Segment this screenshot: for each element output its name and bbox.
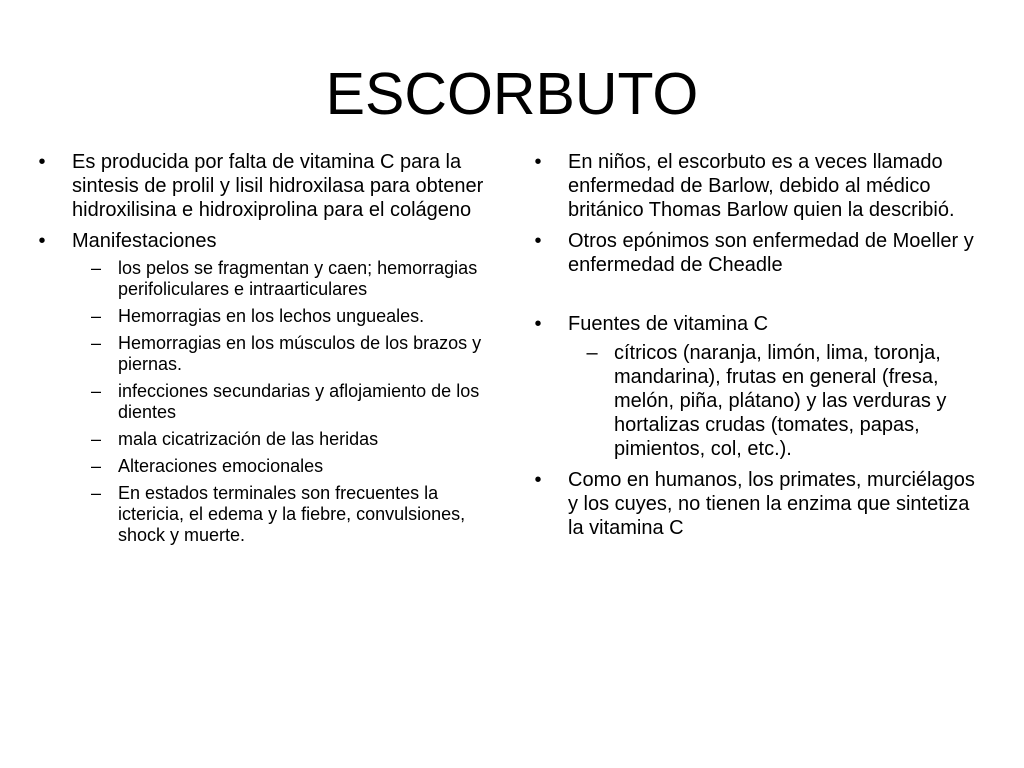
right-bullet-list-2 (528, 312, 988, 540)
bullet-text: Fuentes de vitamina C (568, 313, 769, 335)
bullet-item (528, 312, 988, 461)
dash-icon: – (90, 456, 101, 476)
bullet-icon: • (38, 230, 46, 252)
dash-icon: – (90, 429, 101, 449)
sub-bullet-text: los pelos se fragmentan y caen; hemorragias perifoliculares e intraarticulares (118, 258, 478, 299)
slide-title: ESCORBUTO (325, 61, 699, 127)
sub-bullet-item (72, 456, 502, 477)
sub-bullet-item (72, 483, 502, 546)
bullet-text: Otros epónimos son enfermedad de Moeller y enfermedad de Cheadle (568, 230, 974, 276)
sub-bullet-item (72, 258, 502, 300)
right-bullet-list (528, 150, 988, 277)
dash-icon: – (90, 258, 101, 278)
sub-bullet-list (568, 341, 988, 461)
sub-bullet-item (72, 333, 502, 375)
bullet-item (528, 468, 988, 540)
sub-bullet-item (72, 381, 502, 423)
bullet-item (528, 150, 988, 222)
sub-bullet-text: En estados terminales son frecuentes la ictericia, el edema y la fiebre, convulsiones, shock y muerte. (118, 483, 466, 545)
left-column (32, 150, 502, 553)
bullet-text: Manifestaciones (72, 230, 217, 252)
dash-icon: – (90, 333, 101, 353)
sub-bullet-text: cítricos (naranja, limón, lima, toronja, mandarina), frutas en general (fresa, melón, piña, plátano) y las verduras y hortalizas crudas (tomates, papas, pimientos, col, etc.). (614, 342, 947, 460)
dash-icon: – (586, 342, 598, 364)
sub-bullet-list (72, 258, 502, 546)
bullet-icon: • (38, 151, 46, 173)
sub-bullet-item (568, 341, 988, 461)
sub-bullet-text: infecciones secundarias y aflojamiento de los dientes (118, 381, 480, 422)
bullet-text: En niños, el escorbuto es a veces llamado enfermedad de Barlow, debido al médico británico Thomas Barlow quien la describió. (568, 151, 955, 221)
bullet-icon: • (534, 313, 542, 335)
left-bullet-list (32, 150, 502, 546)
right-column (528, 150, 988, 547)
sub-bullet-text: Hemorragias en los músculos de los brazos y piernas. (118, 333, 482, 374)
bullet-item (32, 150, 502, 222)
sub-bullet-text: Alteraciones emocionales (118, 456, 324, 476)
bullet-text: Como en humanos, los primates, murciélagos y los cuyes, no tienen la enzima que sintetiza la vitamina C (568, 469, 975, 539)
dash-icon: – (90, 483, 101, 503)
sub-bullet-text: Hemorragias en los lechos ungueales. (118, 306, 425, 326)
bullet-icon: • (534, 230, 542, 252)
bullet-icon: • (534, 151, 542, 173)
bullet-icon: • (534, 469, 542, 491)
sub-bullet-item (72, 429, 502, 450)
bullet-item (32, 229, 502, 546)
dash-icon: – (90, 306, 101, 326)
bullet-text: Es producida por falta de vitamina C para la sintesis de prolil y lisil hidroxilasa para obtener hidroxilisina e hidroxiprolina para el colágeno (72, 151, 484, 221)
spacer (528, 284, 988, 312)
sub-bullet-item (72, 306, 502, 327)
bullet-item (528, 229, 988, 277)
dash-icon: – (90, 381, 101, 401)
sub-bullet-text: mala cicatrización de las heridas (118, 429, 379, 449)
